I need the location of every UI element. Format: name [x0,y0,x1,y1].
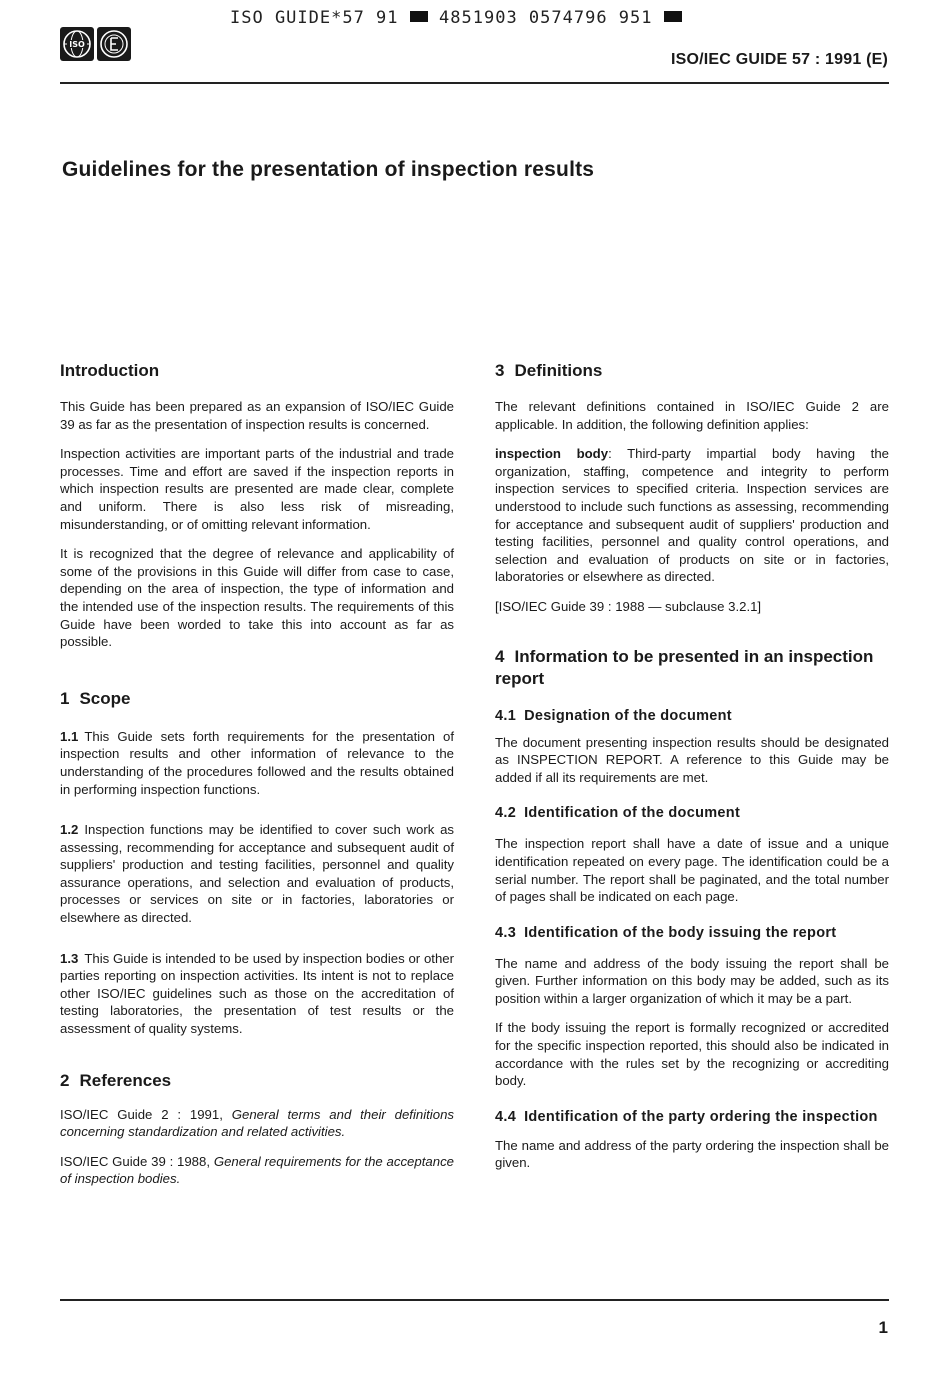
scan-header [230,8,682,28]
left-column [60,360,454,1188]
definition-source: [ISO/IEC Guide 39 : 1988 — subclause 3.2.1] [495,598,762,614]
svg-text:ISO: ISO [69,40,85,49]
header-divider [60,82,889,84]
definition-entry: inspection body: Third-party impartial body having the organization, staffing, competence and integrity to perform inspection services to specified criteria. Inspection services are understood to include such functions as assessing, recommending for acceptance and subsequent audit of suppliers' production and testing facilities, personnel and quality control operations, and selection and evaluation of products on site or in factories, laboratories or elsewhere as directed. [495,446,890,585]
information-heading: 4 Information to be presented in an inspection report [495,646,874,688]
intro-paragraph: It is recognized that the degree of relevance and applicability of some of the provisions in this Guide will differ from case to case, depending on the area of inspection, the type of information and the intended use of the inspection results. The requirements of this Guide have been worded to take this into account as far as possible. [60,546,454,650]
scan-block-icon [410,11,428,22]
section-4-4-heading: 4.4 Identification of the party ordering the inspection [495,1108,878,1125]
section-4-3-text: The name and address of the body issuing the report shall be given. Further information on this body may be added, such as its position within a larger organization of which it may be a part. [495,955,889,1006]
iec-logo-icon [97,27,131,61]
right-column [495,360,889,1172]
intro-paragraph: This Guide has been prepared as an expansion of ISO/IEC Guide 39 as far as the presentation of inspection results is concerned. [60,399,454,432]
section-4-2-text: The inspection report shall have a date of issue and a unique identification repeated on every page. The identification could be a serial number. The report shall be paginated, and the total number of pages shall be indicated on each page. [495,836,889,905]
reference-item: ISO/IEC Guide 39 : 1988, General requirements for the acceptance of inspection bodies. [60,1153,454,1187]
definitions-heading: 3 Definitions [495,361,603,380]
scope-item: 1.2 Inspection functions may be identified to cover such work as assessing, recommending for acceptance and subsequent audit of suppliers' production and testing facilities, personnel and quality assurance operations, and selection and evaluation of products, processes or services on site or in factories, laboratories or elsewhere as directed. [60,822,454,926]
page-number: 1 [878,1318,888,1337]
scope-item: 1.3 This Guide is intended to be used by inspection bodies or other parties reporting on inspection activities. Its intent is not to replace other ISO/IEC guidelines such as those on the accreditation of testing laboratories, the presentation of test results or the assessment of quality systems. [60,950,454,1037]
section-4-1-heading: 4.1 Designation of the document [495,707,732,724]
introduction-heading: Introduction [60,361,160,380]
document-identifier: ISO/IEC GUIDE 57 : 1991 (E) [670,51,888,68]
scope-heading: 1 Scope [60,688,131,708]
scan-barcode: 4851903 0574796 951 [439,8,653,28]
references-heading: 2 References [60,1070,172,1090]
section-4-3-heading: 4.3 Identification of the body issuing the report [495,924,837,941]
scan-block-icon [664,11,682,22]
scan-code: ISO GUIDE*57 91 [230,8,399,28]
scope-item: 1.1 This Guide sets forth requirements for the presentation of inspection results and other information of relevance to the understanding of the procedures followed and the results obtained in performing inspection functions. [60,728,454,797]
publisher-logos [60,27,131,61]
section-4-1-text: The document presenting inspection results should be designated as INSPECTION REPORT. A reference to this Guide may be added if all its requirements are met. [495,734,889,785]
definitions-paragraph: The relevant definitions contained in ISO/IEC Guide 2 are applicable. In addition, the following definition applies: [495,399,889,432]
section-4-3-text: If the body issuing the report is formally recognized or accredited for the specific inspection reported, this should also be indicated in accordance with the rules set by the recognizing or accrediting body. [495,1020,889,1089]
section-4-4-text: The name and address of the party ordering the inspection shall be given. [495,1137,889,1171]
reference-item: ISO/IEC Guide 2 : 1991, General terms and their definitions concerning standardization and related activities. [60,1106,454,1140]
section-4-2-heading: 4.2 Identification of the document [495,805,741,822]
iso-logo-icon [60,27,94,61]
page-title: Guidelines for the presentation of inspection results [62,158,595,181]
intro-paragraph: Inspection activities are important parts of the industrial and trade processes. Time and effort are saved if the inspection reports in which inspection results are presented are made clear, complete and uniform. There is also less risk of misreading, misunderstanding, or of omitting relevant information. [60,446,454,532]
footer-divider [60,1299,889,1301]
